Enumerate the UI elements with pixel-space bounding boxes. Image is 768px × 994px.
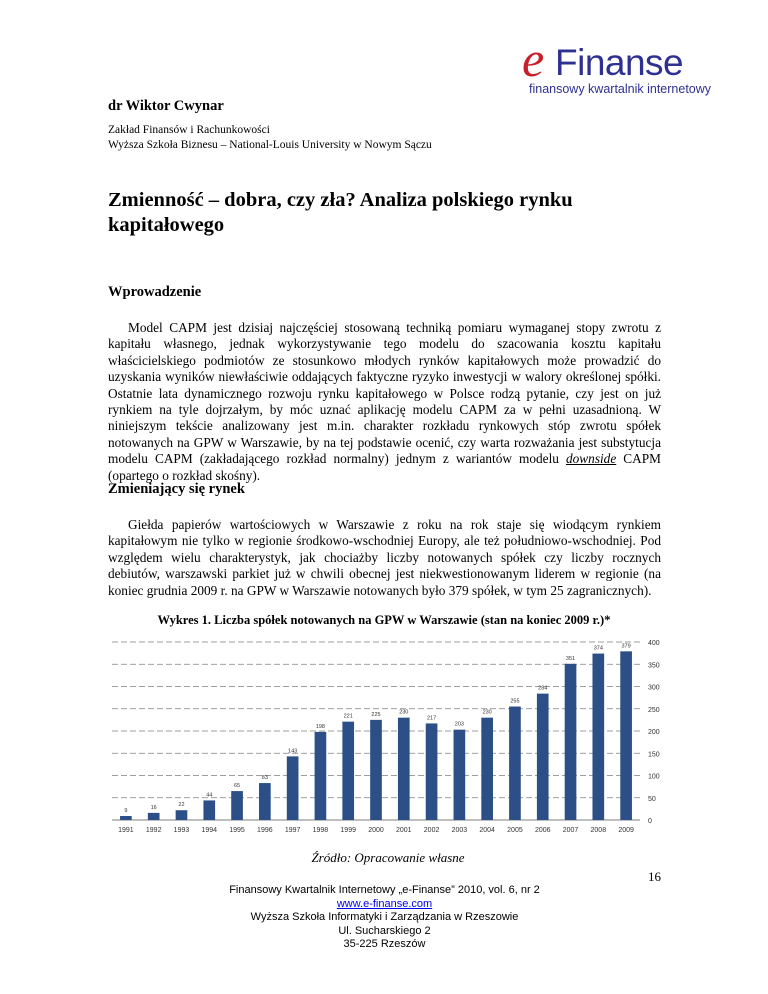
- x-tick-label: 1995: [229, 827, 245, 834]
- y-tick-label: 0: [648, 818, 652, 825]
- y-tick-label: 400: [648, 640, 660, 647]
- efinanse-logo: [520, 31, 720, 96]
- x-tick-label: 2002: [423, 827, 440, 834]
- x-tick-label: 2001: [396, 827, 412, 834]
- x-tick-label: 1991: [118, 827, 134, 834]
- bar: [509, 707, 521, 820]
- bar: [537, 694, 549, 820]
- y-tick-label: 50: [648, 795, 656, 803]
- affiliation-department: Zakład Finansów i Rachunkowości: [108, 124, 270, 136]
- x-tick-label: 2008: [590, 827, 607, 834]
- bar: [592, 654, 604, 820]
- data-label: 255: [510, 698, 520, 705]
- data-label: 379: [621, 643, 631, 650]
- section-heading-changing-market: Zmieniający się rynek: [108, 481, 245, 497]
- data-label: 230: [399, 709, 409, 716]
- footer-website-link[interactable]: www.e-finanse.com: [336, 897, 433, 910]
- footer-city: 35-225 Rzeszów: [343, 938, 426, 950]
- footer-street: Ul. Sucharskiego 2: [338, 924, 431, 937]
- data-label: 198: [315, 723, 326, 730]
- x-tick-label: 1999: [340, 827, 356, 834]
- footer-journal: Finansowy Kwartalnik Internetowy „e-Finanse” 2010, vol. 6, nr 2: [229, 884, 540, 896]
- data-label: 9: [124, 807, 128, 814]
- x-tick-label: 1998: [312, 827, 329, 834]
- bar: [176, 810, 188, 820]
- changing-market-paragraph: Giełda papierów wartościowych w Warszawie z roku na rok staje się wiodącym rynkiem kapitałowym nie tylko w regionie środkowo-wschodniej Europy, ale też południowo-wschodniej. Pod względem wielu charakterystyk, jak chociażby liczby notowanych spółek czy liczby rocznych debiutów, warszawski parkiet już w chwili obecnej jest niekwestionowanym liderem w regionie (na koniec grudnia 2009 r. na GPW w Warszawie notowanych było 379 spółek, w tym 25 zagranicznych).: [108, 517, 661, 598]
- page-number: 16: [648, 869, 661, 884]
- x-tick-label: 1997: [284, 827, 301, 834]
- y-tick-label: 200: [648, 729, 660, 736]
- bar: [426, 723, 438, 820]
- data-label: 83: [261, 775, 268, 782]
- y-tick-label: 350: [648, 662, 660, 670]
- bar: [287, 756, 299, 820]
- bar: [565, 664, 577, 820]
- chart-source: Źródło: Opracowanie własne: [311, 850, 465, 865]
- data-label: 225: [371, 711, 381, 718]
- x-tick-label: 2003: [451, 827, 468, 834]
- companies-bar-chart: [108, 636, 668, 836]
- bar: [481, 718, 493, 820]
- data-label: 65: [233, 783, 241, 790]
- bar: [231, 791, 243, 820]
- y-tick-label: 300: [648, 684, 660, 692]
- logo-name: Finanse: [555, 42, 684, 83]
- x-tick-label: 1992: [145, 827, 162, 834]
- x-tick-label: 2006: [534, 827, 551, 834]
- x-tick-label: 1994: [201, 827, 218, 834]
- introduction-paragraph: Model CAPM jest dzisiaj najczęściej stosowaną techniką pomiaru wymaganej stopy zwrotu z kapitału własnego, jednak wykorzystywanie tego modelu do szacowania kosztu kapitału właścicielskiego podmiotów ze stosunkowo młodych rynków kapitałowych może prowadzić do uzyskania wyników niewłaściwie oddających faktyczne ryzyko inwestycji w walory określonej spółki. Ostatnie lata dynamicznego rozwoju rynku kapitałowego w Polsce rodzą pytanie, czy jest on już rynkiem na tyle dojrzałym, by móc uznać aplikację modelu CAPM za w pełni uzasadnioną. W niniejszym tekście analizowany jest m.in. charakter rozkładu rynkowych stóp zwrotu spółek notowanych na GPW w Warszawie, by na tej podstawie ocenić, czy warta rozważania jest substytucja modelu CAPM (zakładającego rozkład normalny) jednym z wariantów modelu downside CAPM (opartego o rozkład skośny).: [108, 320, 661, 483]
- data-label: 351: [565, 655, 576, 662]
- data-label: 44: [206, 792, 213, 799]
- section-heading-introduction: Wprowadzenie: [108, 284, 202, 300]
- affiliation-school: Wyższa Szkoła Biznesu – National-Louis University w Nowym Sączu: [108, 139, 432, 151]
- data-label: 22: [178, 802, 185, 809]
- bar: [342, 722, 354, 820]
- data-label: 203: [454, 721, 464, 728]
- data-label: 143: [288, 748, 298, 755]
- bar: [398, 718, 410, 820]
- y-tick-label: 150: [648, 751, 660, 759]
- bar: [454, 730, 466, 820]
- page-footer: [108, 884, 661, 952]
- y-tick-label: 100: [648, 773, 660, 781]
- bar: [315, 732, 327, 820]
- data-label: 230: [482, 709, 492, 716]
- x-tick-label: 2000: [368, 827, 384, 834]
- bar: [370, 720, 382, 820]
- logo-tagline: finansowy kwartalnik internetowy: [529, 82, 712, 96]
- bar: [620, 651, 632, 820]
- footer-school: Wyższa Szkoła Informatyki i Zarządzania w Rzeszowie: [250, 911, 519, 923]
- x-tick-label: 1993: [173, 827, 190, 834]
- bar: [120, 816, 132, 820]
- bar: [203, 800, 215, 820]
- bar: [148, 813, 160, 820]
- x-tick-label: 1996: [257, 827, 273, 834]
- data-label: 221: [343, 713, 353, 720]
- data-label: 217: [426, 715, 437, 722]
- x-tick-label: 2009: [618, 827, 634, 834]
- x-tick-label: 2004: [479, 827, 495, 834]
- article-title: Zmienność – dobra, czy zła? Analiza polskiego rynku kapitałowego: [108, 189, 573, 236]
- bar: [259, 783, 271, 820]
- y-tick-label: 250: [648, 706, 660, 714]
- author-name: dr Wiktor Cwynar: [108, 98, 224, 114]
- chart-title: Wykres 1. Liczba spółek notowanych na GPW w Warszawie (stan na koniec 2009 r.)*: [157, 613, 611, 627]
- data-label: 374: [593, 645, 603, 652]
- data-label: 16: [150, 804, 157, 811]
- x-tick-label: 2005: [507, 827, 523, 834]
- x-tick-label: 2007: [562, 827, 579, 834]
- data-label: 284: [538, 685, 548, 692]
- logo-e-letter: e: [522, 31, 545, 87]
